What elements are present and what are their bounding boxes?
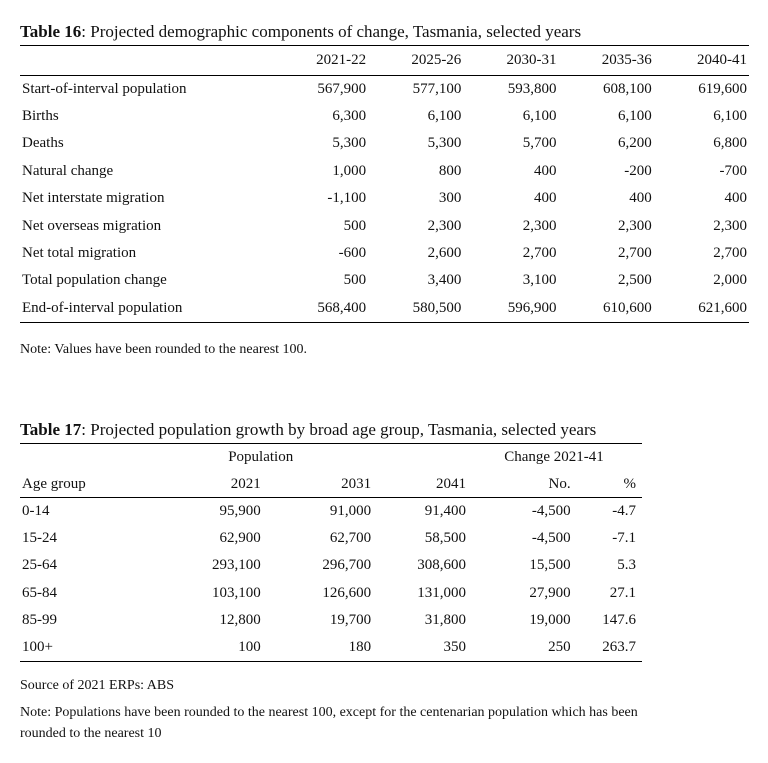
row-label: Start-of-interval population bbox=[22, 80, 187, 97]
row-label: Deaths bbox=[22, 135, 64, 152]
col-header: No. bbox=[548, 475, 571, 492]
cell: -4,500 bbox=[531, 502, 571, 519]
cell: -7.1 bbox=[612, 530, 636, 547]
cell: 3,400 bbox=[427, 272, 462, 289]
cell: 31,800 bbox=[424, 612, 466, 629]
col-header: 2041 bbox=[435, 475, 466, 492]
cell: 100 bbox=[238, 639, 261, 656]
cell: 6,200 bbox=[617, 135, 652, 152]
cell: 263.7 bbox=[602, 639, 636, 656]
cell: 2,300 bbox=[522, 217, 557, 234]
cell: -600 bbox=[338, 245, 367, 262]
cell: 567,900 bbox=[317, 80, 367, 97]
row-label: 85-99 bbox=[22, 612, 57, 629]
cell: 608,100 bbox=[602, 80, 652, 97]
cell: 350 bbox=[443, 639, 466, 656]
cell: 2,700 bbox=[617, 245, 652, 262]
row-label: Births bbox=[22, 108, 59, 125]
table17-note-line1: Note: Populations have been rounded to the nearest 100, except for the centenarian population which has been bbox=[20, 705, 638, 720]
cell: 5,300 bbox=[427, 135, 462, 152]
cell: 19,700 bbox=[329, 612, 372, 629]
row-label: 0-14 bbox=[22, 502, 50, 519]
table17-group-header-row bbox=[20, 444, 642, 472]
cell: 2,500 bbox=[617, 272, 652, 289]
table17-title-number: Table 17 bbox=[20, 420, 82, 439]
table-row bbox=[20, 212, 749, 239]
row-label: Total population change bbox=[22, 272, 167, 289]
cell: 577,100 bbox=[412, 80, 462, 97]
row-label: 25-64 bbox=[22, 557, 57, 574]
table16-note: Note: Values have been rounded to the nearest 100. bbox=[20, 342, 308, 357]
group-header-change: Change 2021-41 bbox=[504, 449, 604, 466]
cell: -700 bbox=[719, 162, 747, 179]
cell: 126,600 bbox=[322, 584, 372, 601]
group-header-blank bbox=[20, 444, 150, 472]
cell: 619,600 bbox=[698, 80, 747, 97]
table-row bbox=[20, 103, 749, 130]
cell: 293,100 bbox=[211, 557, 261, 574]
cell: 180 bbox=[348, 639, 372, 656]
table-row bbox=[20, 607, 642, 634]
cell: 95,900 bbox=[219, 502, 261, 519]
table16-col-header: 2035-36 bbox=[601, 52, 652, 68]
cell: 300 bbox=[438, 190, 462, 207]
cell: -4.7 bbox=[612, 502, 636, 519]
table-row bbox=[20, 158, 749, 185]
cell: 2,700 bbox=[713, 245, 747, 262]
cell: 596,900 bbox=[507, 299, 557, 316]
cell: 3,100 bbox=[522, 272, 557, 289]
cell: 6,100 bbox=[713, 108, 747, 125]
row-label: 65-84 bbox=[22, 584, 57, 601]
cell: 400 bbox=[534, 190, 557, 207]
cell: 6,100 bbox=[617, 108, 652, 125]
cell: 5.3 bbox=[617, 557, 636, 574]
cell: 27,900 bbox=[529, 584, 571, 601]
table17-header-row bbox=[20, 472, 642, 498]
table-row bbox=[20, 240, 749, 267]
table16-title-number: Table 16 bbox=[20, 22, 82, 41]
table-row bbox=[20, 580, 642, 607]
col-header: 2021 bbox=[230, 475, 261, 492]
row-label: Net overseas migration bbox=[22, 217, 162, 234]
col-header-age-group: Age group bbox=[22, 475, 86, 492]
cell: 250 bbox=[548, 639, 571, 656]
col-header: % bbox=[623, 475, 636, 492]
row-label: 100+ bbox=[22, 639, 53, 656]
row-label: Net total migration bbox=[22, 245, 137, 262]
cell: -1,100 bbox=[327, 190, 367, 207]
cell: 400 bbox=[534, 162, 557, 179]
cell: 131,000 bbox=[417, 584, 466, 601]
cell: 58,500 bbox=[424, 530, 466, 547]
row-label: End-of-interval population bbox=[22, 299, 183, 316]
table16-title-text: : Projected demographic components of change, Tasmania, selected years bbox=[81, 22, 582, 41]
cell: 2,700 bbox=[522, 245, 557, 262]
cell: 400 bbox=[629, 190, 652, 207]
cell: 800 bbox=[438, 162, 462, 179]
table17-source: Source of 2021 ERPs: ABS bbox=[20, 678, 175, 693]
cell: 19,000 bbox=[529, 612, 571, 629]
cell: 1,000 bbox=[332, 162, 367, 179]
table16-grid bbox=[20, 45, 749, 323]
table-row bbox=[20, 498, 642, 525]
table-row bbox=[20, 185, 749, 212]
cell: 308,600 bbox=[417, 557, 466, 574]
table17-title-text: : Projected population growth by broad age group, Tasmania, selected years bbox=[81, 420, 597, 439]
table16-header-blank bbox=[20, 46, 271, 76]
table16-col-header: 2030-31 bbox=[506, 52, 557, 68]
cell: 621,600 bbox=[698, 299, 747, 316]
table17-grid bbox=[20, 443, 642, 662]
cell: 6,300 bbox=[332, 108, 367, 125]
cell: 91,000 bbox=[329, 502, 372, 519]
cell: 27.1 bbox=[609, 584, 636, 601]
table17-note-line2: rounded to the nearest 10 bbox=[20, 726, 162, 741]
cell: 296,700 bbox=[322, 557, 372, 574]
table16-col-header: 2025-26 bbox=[411, 52, 462, 68]
table17 bbox=[20, 443, 642, 662]
table-row bbox=[20, 267, 749, 294]
row-label: 15-24 bbox=[22, 530, 57, 547]
row-label: Natural change bbox=[22, 162, 114, 179]
cell: 568,400 bbox=[317, 299, 367, 316]
cell: 5,300 bbox=[332, 135, 367, 152]
table16-col-header: 2021-22 bbox=[316, 52, 367, 68]
row-label: Net interstate migration bbox=[22, 190, 165, 207]
group-header-population: Population bbox=[228, 449, 294, 466]
cell: 62,700 bbox=[329, 530, 372, 547]
table-row bbox=[20, 525, 642, 552]
cell: 500 bbox=[343, 272, 367, 289]
table-row bbox=[20, 130, 749, 157]
cell: 6,100 bbox=[427, 108, 462, 125]
group-header-blank bbox=[371, 444, 466, 472]
cell: 15,500 bbox=[529, 557, 571, 574]
table-row bbox=[20, 634, 642, 661]
cell: 147.6 bbox=[602, 612, 636, 629]
table-row bbox=[20, 295, 749, 322]
cell: 500 bbox=[343, 217, 367, 234]
table16-header-row bbox=[20, 46, 749, 76]
table16-col-header: 2040-41 bbox=[697, 52, 747, 68]
cell: 6,800 bbox=[713, 135, 747, 152]
col-header: 2031 bbox=[341, 475, 372, 492]
cell: 610,600 bbox=[602, 299, 652, 316]
cell: 593,800 bbox=[507, 80, 557, 97]
table16-caption bbox=[20, 22, 581, 42]
cell: 2,300 bbox=[617, 217, 652, 234]
table-row bbox=[20, 76, 749, 103]
cell: 103,100 bbox=[211, 584, 261, 601]
cell: 2,300 bbox=[427, 217, 462, 234]
cell: 400 bbox=[724, 190, 747, 207]
table17-caption bbox=[20, 420, 596, 440]
cell: 2,000 bbox=[713, 272, 747, 289]
cell: 2,600 bbox=[427, 245, 462, 262]
cell: -4,500 bbox=[531, 530, 571, 547]
table16 bbox=[20, 45, 749, 323]
table-row bbox=[20, 552, 642, 579]
cell: 62,900 bbox=[219, 530, 261, 547]
cell: 580,500 bbox=[412, 299, 462, 316]
cell: 5,700 bbox=[522, 135, 557, 152]
cell: -200 bbox=[624, 162, 652, 179]
cell: 12,800 bbox=[219, 612, 261, 629]
cell: 91,400 bbox=[424, 502, 466, 519]
cell: 6,100 bbox=[522, 108, 557, 125]
cell: 2,300 bbox=[713, 217, 747, 234]
